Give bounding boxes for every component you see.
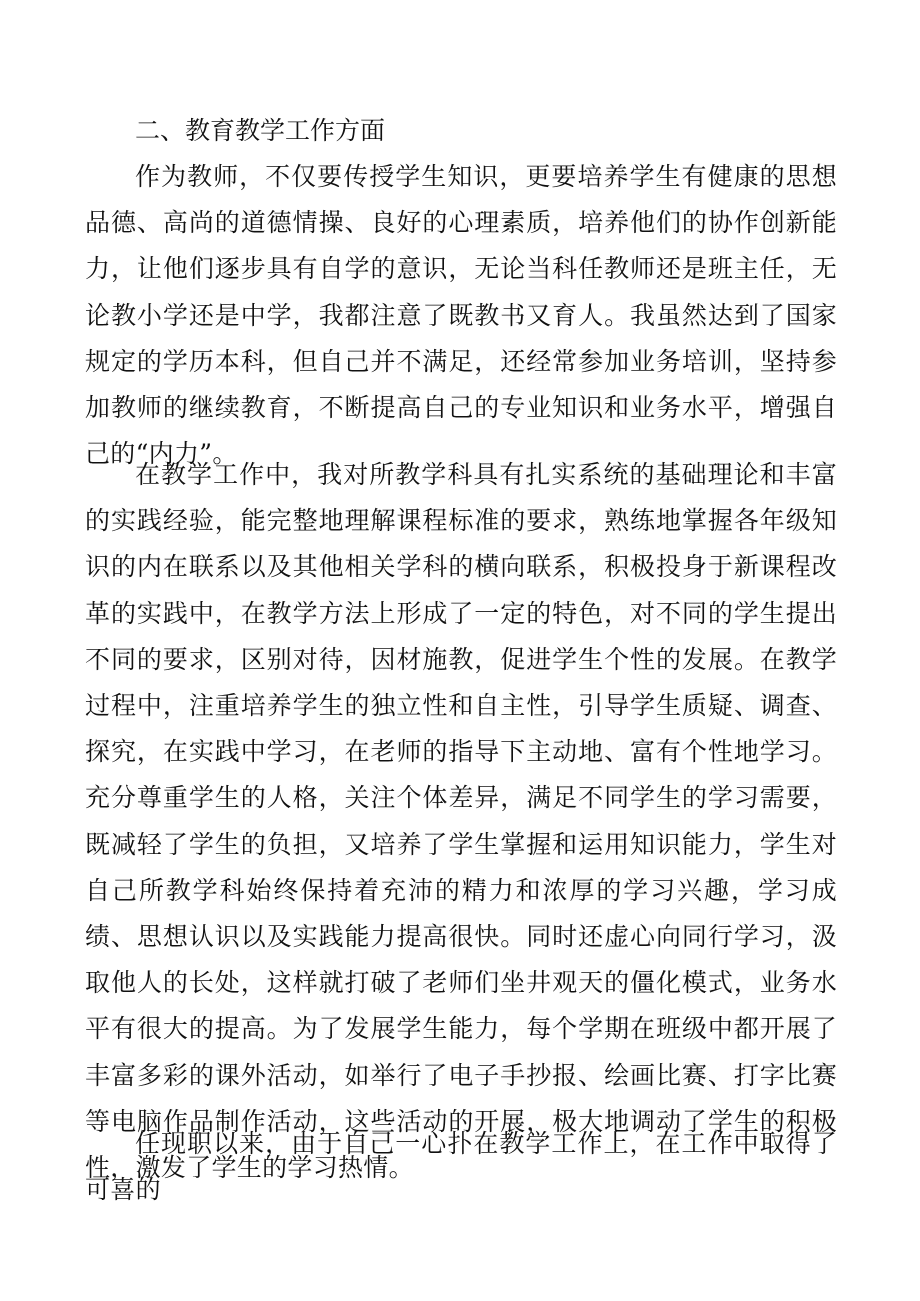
paragraph-teacher-role: 作为教师，不仅要传授学生知识，更要培养学生有健康的思想品德、高尚的道德情操、良好的心理素质，培养他们的协作创新能力，让他们逐步具有自学的意识，无论当科任教师还是班主任，无论教小学还是中学，我都注意了既教书又育人。我虽然达到了国家规定的学历本科，但自己并不满足，还经常参加业务培训，坚持参加教师的继续教育，不断提高自己的专业知识和业务水平，增强自己的“内力”。 bbox=[85, 162, 837, 469]
paragraph-achievements: 任现职以来，由于自己一心扑在教学工作上，在工作中取得了可喜的 bbox=[85, 1129, 837, 1205]
section-heading: 二、教育教学工作方面 bbox=[135, 116, 386, 145]
paragraph-teaching-work: 在教学工作中，我对所教学科具有扎实系统的基础理论和丰富的实践经验，能完整地理解课程标准的要求，熟练地掌握各年级知识的内在联系以及其他相关学科的横向联系，积极投身于新课程改革的实践中，在教学方法上形成了一定的特色，对不同的学生提出不同的要求，区别对待，因材施教，促进学生个性的发展。在教学过程中，注重培养学生的独立性和自主性，引导学生质疑、调查、探究，在实践中学习，在老师的指导下主动地、富有个性地学习。充分尊重学生的人格，关注个体差异，满足不同学生的学习需要，既减轻了学生的负担，又培养了学生掌握和运用知识能力，学生对自己所教学科始终保持着充沛的精力和浓厚的学习兴趣，学习成绩、思想认识以及实践能力提高很快。同时还虚心向同行学习，汲取他人的长处，这样就打破了老师们坐井观天的僵化模式，业务水平有很大的提高。为了发展学生能力，每个学期在班级中都开展了丰富多彩的课外活动，如举行了电子手抄报、绘画比赛、打字比赛等电脑作品制作活动，这些活动的开展，极大地调动了学生的积极性，激发了学生的学习热情。 bbox=[85, 460, 837, 1183]
